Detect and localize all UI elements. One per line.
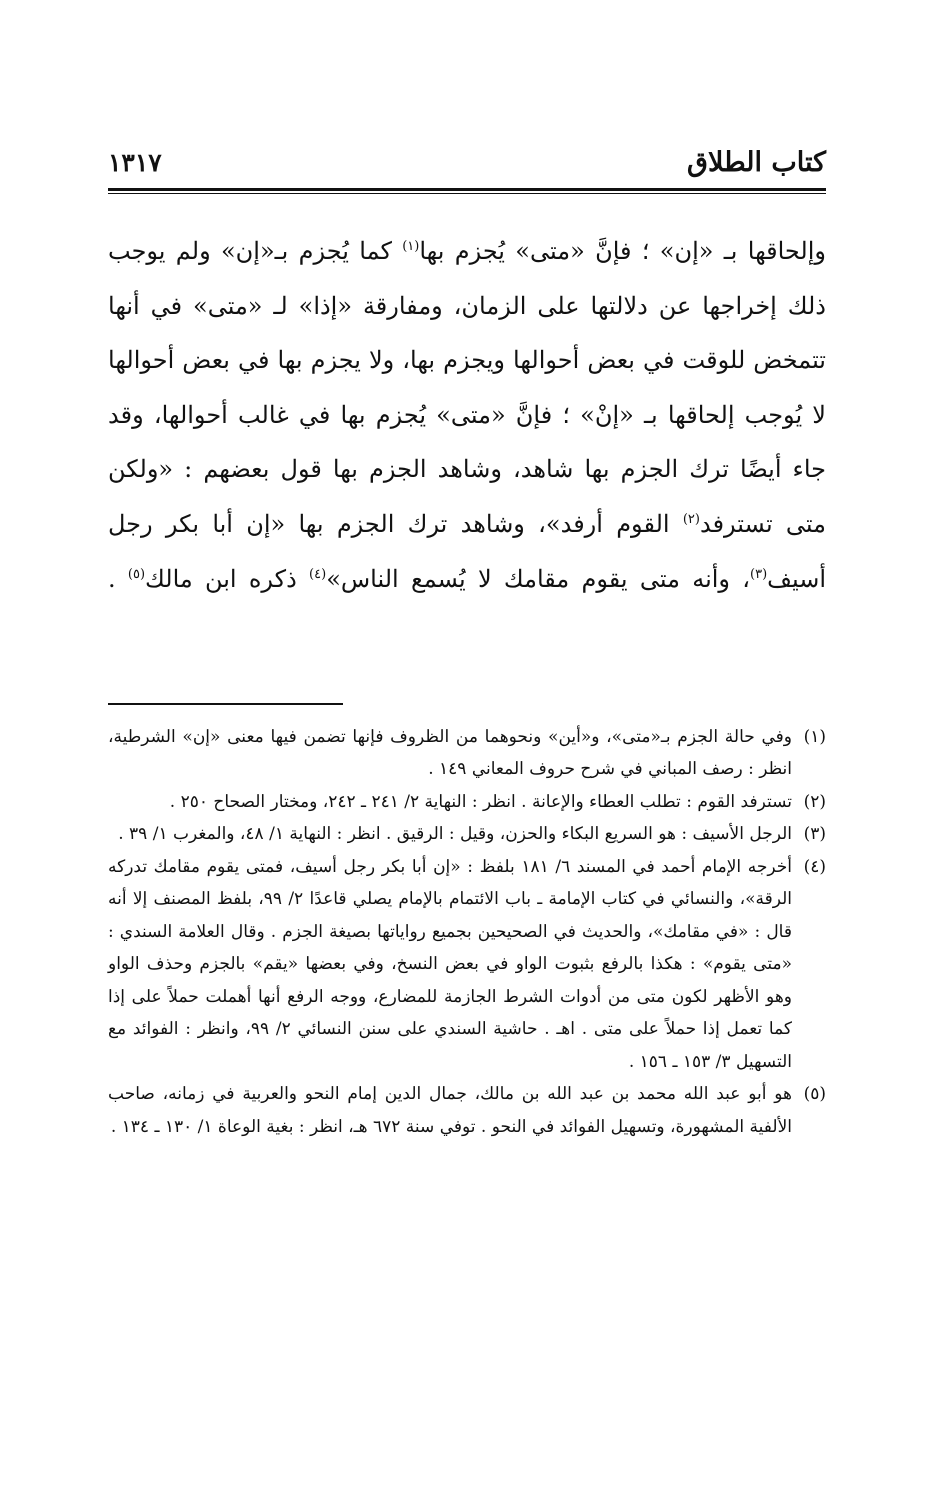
footnote-separator (108, 703, 343, 705)
footnote-number: (٤) (803, 856, 826, 877)
page-number: ١٣١٧ (108, 147, 162, 177)
main-text-segment: . (108, 564, 128, 593)
footnote-text: الرجل الأسيف : هو السريع البكاء والحزن، وقيل : الرقيق . انظر : النهاية ١/ ٤٨، والمغرب ١/ ٣٩ . (118, 824, 792, 845)
footnote-ref: (٣) (750, 566, 768, 582)
footnote-ref: (١) (402, 239, 420, 254)
footnote-text: هو أبو عبد الله محمد بن عبد الله بن مالك، جمال الدين إمام النحو والعربية في زمانه، صاحب الألفية المشهورة، وتسهيل الفوائد في النحو . توفي سنة ٦٧٢ هـ، انظر : بغية الوعاة ١/ ١٣٠ ـ ١٣٤ . (108, 1084, 792, 1137)
footnote-item (108, 1078, 826, 1143)
footnote-ref: (٥) (127, 566, 146, 582)
footnote-text: أخرجه الإمام أحمد في المسند ٦/ ١٨١ بلفظ : «إن أبا بكر رجل أسيف، فمتى يقوم مقامك تدركه الرقة»، والنسائي في كتاب الإمامة ـ باب الائتمام بالإمام يصلي قاعدًا ٢/ ٩٩، بلفظ المصنف إلا أنه قال : «في مقامك»، والحديث في الصحيحين بجميع رواياتها بصيغة الجزم . وقال العلامة السندي : «متى يقوم» : هكذا بالرفع بثبوت الواو في بعض النسخ، وفي بعضها «يقم» بالجزم وحذف الواو وهو الأظهر لكون متى من أدوات الشرط الجازمة للمضارع، ووجه الرفع أنها أهملت حملاً على إذا كما تعمل إذا حملاً على متى . اهـ . حاشية السندي على سنن النسائي ٢/ ٩٩، وانظر : الفوائد مع التسهيل ٣/ ١٥٣ ـ ١٥٦ . (108, 856, 792, 1072)
footnotes (108, 721, 826, 1144)
main-text-segment: وإلحاقها بـ «إن» ؛ فإنَّ «متى» يُجزم بها (419, 237, 826, 265)
main-text-segment: ذكره ابن مالك (145, 564, 310, 593)
footnote-item (108, 721, 826, 786)
main-text (108, 224, 826, 661)
chapter-title: كتاب الطلاق (687, 146, 826, 178)
footnote-item (108, 786, 826, 819)
footnote-item (108, 818, 826, 851)
main-paragraph (108, 224, 826, 661)
header-rule-thin (108, 193, 826, 194)
footnote-number: (٢) (803, 791, 826, 812)
header-rule-thick (108, 188, 826, 191)
footnote-ref: (٢) (682, 511, 700, 527)
footnote-text: تسترفد القوم : تطلب العطاء والإعانة . انظر : النهاية ٢/ ٢٤١ ـ ٢٤٢، ومختار الصحاح ٢٥٠ . (169, 791, 792, 812)
footnote-number: (٥) (803, 1084, 826, 1105)
running-header (108, 140, 826, 184)
book-page (108, 140, 826, 1143)
footnote-item (108, 851, 826, 1079)
main-text-segment: القوم أرفد»، وشاهد ترك الجزم بها «إن أبا بكر رجل أسيف (108, 509, 827, 593)
main-text-segment: كما يُجزم بـ«إن» ولم يوجب ذلك إخراجها عن دلالتها على الزمان، ومفارقة «إذا» لـ «متى» في أنها تتمخض للوقت في بعض أحوالها ويجزم بها، ولا يجزم بها في بعض أحوالها لا يُوجب إلحاقها بـ «إنْ» ؛ فإنَّ «متى» يُجزم بها في غالب أحوالها، وقد جاء أيضًا ترك الجزم بها شاهد، وشاهد الجزم بها قول بعضهم : «ولكن متى تسترفد (108, 237, 826, 538)
footnote-number: (١) (803, 726, 826, 747)
footnote-text: وفي حالة الجزم بـ«متى»، و«أين» ونحوهما من الظروف فإنها تضمن فيها معنى «إن» الشرطية، انظر : رصف المباني في شرح حروف المعاني ١٤٩ . (108, 726, 792, 780)
footnote-ref: (٤) (309, 566, 327, 582)
main-text-segment: ، وأنه متى يقوم مقامك لا يُسمع الناس» (326, 564, 750, 593)
footnote-number: (٣) (803, 824, 826, 845)
